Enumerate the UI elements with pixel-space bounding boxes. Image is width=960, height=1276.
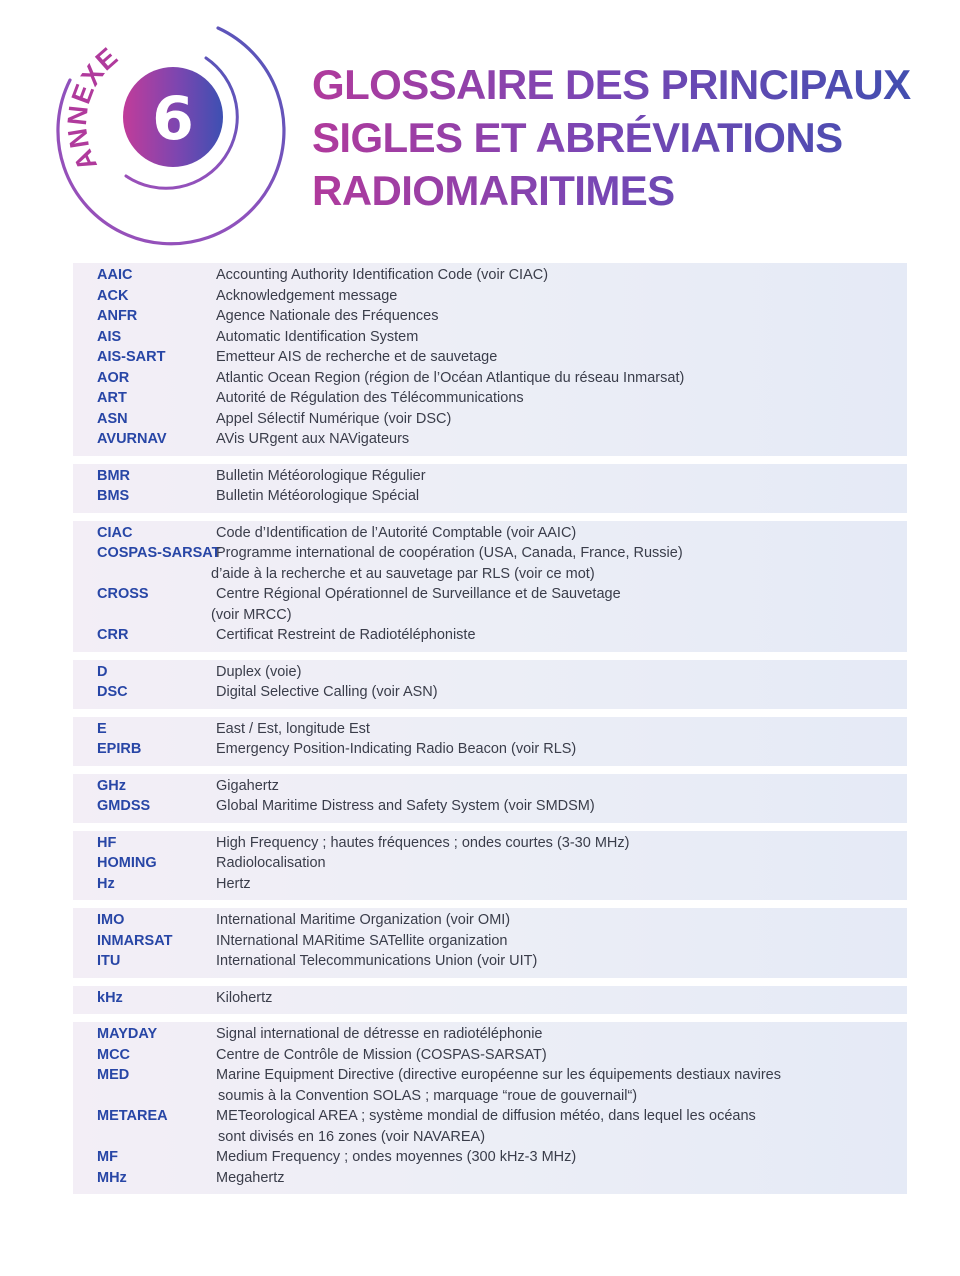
entry-definition <box>216 523 907 544</box>
definition-text: Automatic Identification System <box>216 328 419 345</box>
definition-text: Medium Frequency ; ondes moyennes (300 kHz-3 MHz) <box>216 1149 577 1165</box>
entry-abbreviation: IMO <box>97 912 125 928</box>
entry-definition <box>216 1168 907 1189</box>
entry-definition <box>216 833 907 854</box>
entry-abbreviation: HOMING <box>97 855 157 871</box>
entry-definition <box>216 796 907 817</box>
entry-definition <box>216 388 907 409</box>
entry-definition <box>216 1024 907 1045</box>
definition-text: METeorological AREA ; système mondial de diffusion météo, dans lequel les océans <box>216 1108 756 1124</box>
glossary-entry <box>73 1065 907 1106</box>
glossary-entry <box>73 466 907 487</box>
entry-abbreviation: INMARSAT <box>97 932 173 949</box>
definition-text: Radiolocalisation <box>216 855 326 871</box>
entry-abbreviation: MED <box>97 1067 130 1083</box>
entry-abbreviation: BMS <box>97 488 130 504</box>
entry-definition <box>211 543 907 584</box>
entry-abbreviation: AVURNAV <box>97 431 167 447</box>
definition-text: Marine Equipment Directive (directive européenne sur les équipements destiaux navires <box>216 1067 781 1083</box>
glossary-entry <box>73 265 907 286</box>
glossary-entry <box>73 388 907 409</box>
definition-text: Bulletin Météorologique Régulier <box>216 467 426 484</box>
definition-text: Programme international de coopération (USA, Canada, France, Russie) <box>216 545 683 561</box>
definition-text: Kilohertz <box>216 989 273 1006</box>
entry-abbreviation: CROSS <box>97 586 149 602</box>
glossary-entry <box>73 625 907 646</box>
glossary-group-c <box>73 521 907 652</box>
entry-abbreviation: HF <box>97 834 117 851</box>
entry-abbreviation: MCC <box>97 1046 131 1063</box>
entry-definition <box>216 625 907 646</box>
glossary-group-b <box>73 464 907 513</box>
glossary-entry <box>73 327 907 348</box>
entry-abbreviation: MHz <box>97 1169 127 1186</box>
entry-definition <box>216 931 907 952</box>
glossary-group-i <box>73 908 907 978</box>
glossary-entry <box>73 796 907 817</box>
entry-abbreviation: ACK <box>97 287 129 304</box>
definition-text: INternational MARitime SATellite organization <box>216 932 508 949</box>
definition-text: Megahertz <box>216 1169 285 1186</box>
glossary-entry <box>73 1147 907 1168</box>
entry-definition <box>216 286 907 307</box>
entry-definition <box>216 739 907 760</box>
glossary-group-d <box>73 660 907 709</box>
definition-text: Accounting Authority Identification Code (voir CIAC) <box>216 267 549 283</box>
entry-definition <box>216 466 907 487</box>
entry-abbreviation: CIAC <box>97 524 133 541</box>
glossary-entry <box>73 833 907 854</box>
entry-abbreviation: DSC <box>97 684 128 700</box>
entry-definition <box>216 910 907 931</box>
definition-text: Emetteur AIS de recherche et de sauvetage <box>216 349 498 365</box>
annexe-number: 6 <box>152 84 194 154</box>
entry-abbreviation: COSPAS-SARSAT <box>97 545 221 561</box>
entry-definition <box>216 265 907 286</box>
entry-abbreviation: AIS-SART <box>97 349 166 365</box>
glossary-group-g <box>73 774 907 823</box>
glossary-entry <box>73 874 907 895</box>
entry-definition <box>216 486 907 507</box>
definition-text: Duplex (voie) <box>216 663 302 680</box>
definition-text: Certificat Restreint de Radiotéléphoniste <box>216 627 476 643</box>
entry-abbreviation: Hz <box>97 875 115 892</box>
entry-definition <box>216 719 907 740</box>
entry-abbreviation: ART <box>97 390 127 406</box>
definition-text: Global Maritime Distress and Safety System (voir SMDSM) <box>216 798 595 814</box>
definition-text: Bulletin Météorologique Spécial <box>216 488 420 504</box>
definition-text: Appel Sélectif Numérique (voir DSC) <box>216 410 452 427</box>
glossary-entry <box>73 523 907 544</box>
annexe-badge <box>40 20 300 250</box>
definition-text: East / Est, longitude Est <box>216 720 370 737</box>
glossary-entry <box>73 409 907 430</box>
glossary-entry <box>73 988 907 1009</box>
entry-definition <box>216 429 907 450</box>
definition-text: Autorité de Régulation des Télécommunications <box>216 390 524 406</box>
title-line: SIGLES ET ABRÉVIATIONS <box>312 111 932 164</box>
entry-definition <box>216 988 907 1009</box>
glossary-entry <box>73 1168 907 1189</box>
definition-text: Centre Régional Opérationnel de Surveillance et de Sauvetage <box>216 586 621 602</box>
definition-continuation: soumis à la Convention SOLAS ; marquage “roue de gouvernail“) <box>218 1087 638 1104</box>
definition-text: Signal international de détresse en radiotéléphonie <box>216 1026 543 1042</box>
glossary-entry <box>73 1106 907 1147</box>
glossary-entry <box>73 910 907 931</box>
entry-abbreviation: CRR <box>97 627 129 643</box>
definition-text: Gigahertz <box>216 777 279 794</box>
entry-abbreviation: MF <box>97 1149 118 1165</box>
glossary-entry <box>73 719 907 740</box>
entry-definition <box>216 409 907 430</box>
glossary-entry <box>73 1045 907 1066</box>
definition-text: International Telecommunications Union (voir UIT) <box>216 953 538 969</box>
entry-definition <box>216 327 907 348</box>
glossary-entry <box>73 486 907 507</box>
entry-abbreviation: METAREA <box>97 1108 168 1124</box>
entry-definition <box>216 1106 907 1147</box>
entry-abbreviation: E <box>97 720 107 737</box>
entry-definition <box>216 853 907 874</box>
title-line: GLOSSAIRE DES PRINCIPAUX <box>312 58 932 111</box>
glossary-group-a <box>73 263 907 456</box>
entry-definition <box>216 1045 907 1066</box>
glossary-entry <box>73 739 907 760</box>
definition-text: Acknowledgement message <box>216 287 398 304</box>
entry-abbreviation: BMR <box>97 467 131 484</box>
page-title <box>312 58 932 217</box>
glossary-entry <box>73 853 907 874</box>
definition-text: AVis URgent aux NAVigateurs <box>216 431 410 447</box>
entry-abbreviation: ANFR <box>97 308 138 324</box>
entry-abbreviation: AAIC <box>97 267 133 283</box>
entry-definition <box>216 347 907 368</box>
entry-definition <box>216 776 907 797</box>
glossary-entry <box>73 1024 907 1045</box>
glossary-group-e <box>73 717 907 766</box>
definition-text: Emergency Position-Indicating Radio Beacon (voir RLS) <box>216 741 577 757</box>
annexe-label: ANNEXE <box>61 41 124 176</box>
entry-abbreviation: GHz <box>97 777 126 794</box>
definition-continuation: sont divisés en 16 zones (voir NAVAREA) <box>218 1128 486 1145</box>
definition-text: Code d’Identification de l’Autorité Comptable (voir AAIC) <box>216 524 577 541</box>
definition-text: Digital Selective Calling (voir ASN) <box>216 684 438 700</box>
glossary-entry <box>73 682 907 703</box>
definition-text: Centre de Contrôle de Mission (COSPAS-SARSAT) <box>216 1046 547 1063</box>
entry-abbreviation: D <box>97 663 108 680</box>
entry-abbreviation: ASN <box>97 410 128 427</box>
definition-text: International Maritime Organization (voir OMI) <box>216 912 511 928</box>
glossary-entry <box>73 584 907 625</box>
entry-abbreviation: ITU <box>97 953 121 969</box>
entry-definition <box>216 368 907 389</box>
entry-abbreviation: MAYDAY <box>97 1026 158 1042</box>
glossary-entry <box>73 286 907 307</box>
entry-definition <box>216 951 907 972</box>
entry-abbreviation: EPIRB <box>97 741 142 757</box>
entry-abbreviation: AIS <box>97 328 122 345</box>
definition-text: High Frequency ; hautes fréquences ; ondes courtes (3-30 MHz) <box>216 834 630 851</box>
entry-definition <box>216 1147 907 1168</box>
glossary-entry <box>73 347 907 368</box>
entry-definition <box>216 306 907 327</box>
title-line: RADIOMARITIMES <box>312 164 932 217</box>
definition-text: Atlantic Ocean Region (région de l’Océan Atlantique du réseau Inmarsat) <box>216 369 685 386</box>
entry-definition <box>216 874 907 895</box>
glossary-group-k <box>73 986 907 1015</box>
glossary-group-m <box>73 1022 907 1194</box>
definition-continuation: (voir MRCC) <box>211 606 292 623</box>
entry-definition <box>216 1065 907 1106</box>
glossary-entry <box>73 543 907 584</box>
entry-definition <box>216 682 907 703</box>
glossary-list <box>73 263 907 1202</box>
glossary-entry <box>73 951 907 972</box>
entry-abbreviation: GMDSS <box>97 798 151 814</box>
glossary-entry <box>73 931 907 952</box>
definition-text: Hertz <box>216 875 251 892</box>
entry-definition <box>216 662 907 683</box>
glossary-entry <box>73 776 907 797</box>
entry-abbreviation: kHz <box>97 989 123 1006</box>
definition-text: Agence Nationale des Fréquences <box>216 308 439 324</box>
entry-abbreviation: AOR <box>97 369 130 386</box>
glossary-group-h <box>73 831 907 901</box>
entry-definition <box>211 584 907 625</box>
glossary-entry <box>73 368 907 389</box>
page-header <box>0 0 960 250</box>
glossary-entry <box>73 429 907 450</box>
definition-continuation: d’aide à la recherche et au sauvetage par RLS (voir ce mot) <box>211 565 595 582</box>
glossary-entry <box>73 662 907 683</box>
glossary-entry <box>73 306 907 327</box>
